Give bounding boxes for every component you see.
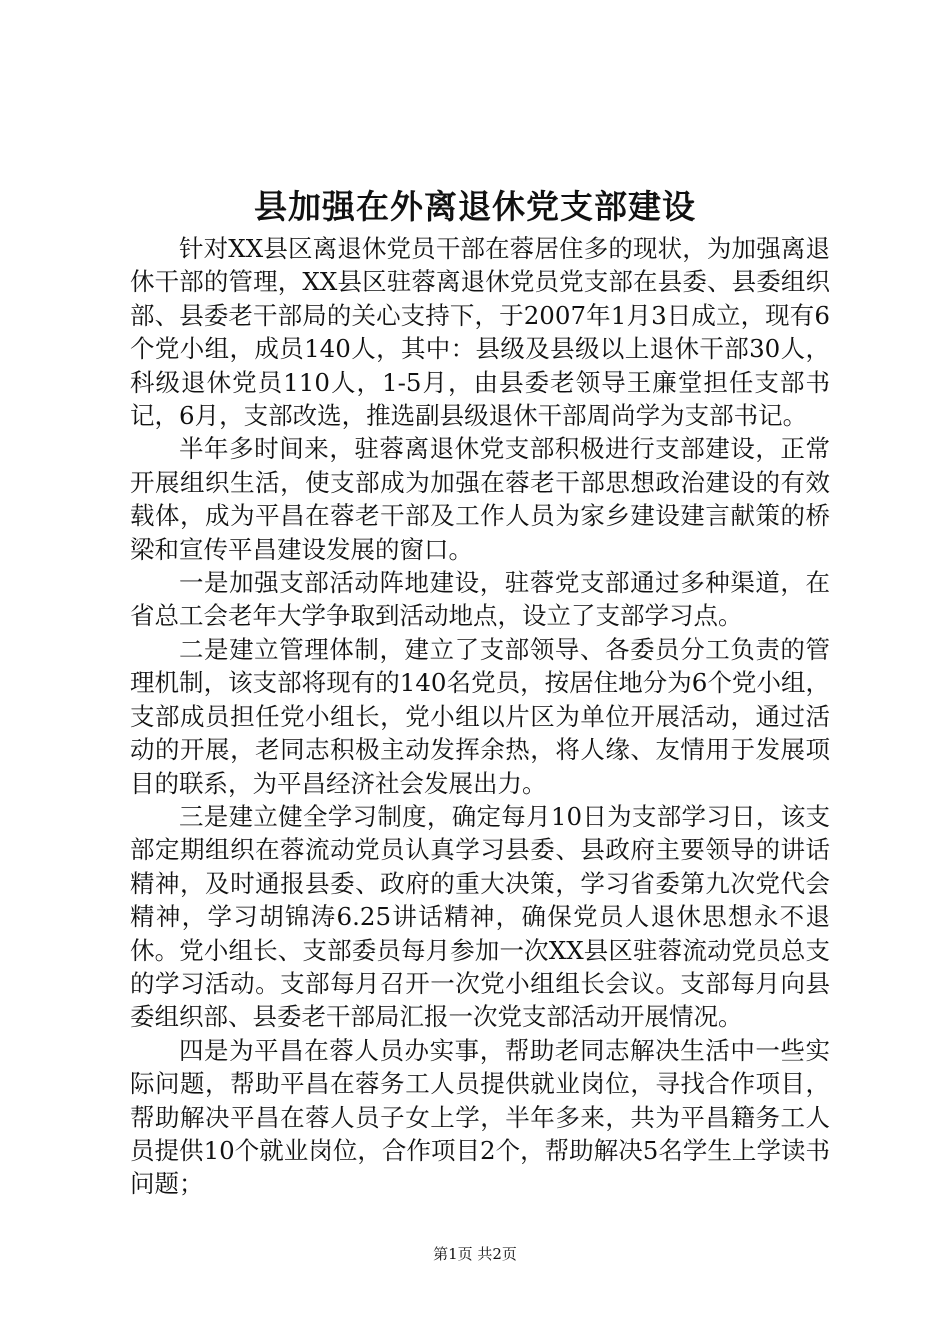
paragraph-5: 三是建立健全学习制度，确定每月10日为支部学习日，该支部定期组织在蓉流动党员认真学习县委、县政府主要领导的讲话精神，及时通报县委、政府的重大决策，学习省委第九次党代会精神，学习胡锦涛6.25讲话精神，确保党员人退休思想永不退休。党小组长、支部委员每月参加一次XX县区驻蓉流动党员总支的学习活动。支部每月召开一次党小组组长会议。支部每月向县委组织部、县委老干部局汇报一次党支部活动开展情况。: [130, 801, 830, 1032]
paragraph-6: 四是为平昌在蓉人员办实事，帮助老同志解决生活中一些实际问题，帮助平昌在蓉务工人员提供就业岗位，寻找合作项目，帮助解决平昌在蓉人员子女上学，半年多来，共为平昌籍务工人员提供10个就业岗位，合作项目2个，帮助解决5名学生上学读书问题；: [130, 1035, 830, 1199]
paragraph-4: 二是建立管理体制，建立了支部领导、各委员分工负责的管理机制，该支部将现有的140名党员，按居住地分为6个党小组，支部成员担任党小组长，党小组以片区为单位开展活动，通过活动的开展，老同志积极主动发挥余热，将人缘、友情用于发展项目的联系，为平昌经济社会发展出力。: [130, 634, 830, 798]
document-body: [130, 232, 830, 1201]
document-title: 县加强在外离退休党支部建设: [254, 187, 696, 226]
paragraph-3: 一是加强支部活动阵地建设，驻蓉党支部通过多种渠道，在省总工会老年大学争取到活动地点，设立了支部学习点。: [130, 568, 830, 631]
paragraph-1: 针对XX县区离退休党员干部在蓉居住多的现状，为加强离退休干部的管理，XX县区驻蓉离退休党员党支部在县委、县委组织部、县委老干部局的关心支持下，于2007年1月3日成立，现有6个党小组，成员140人，其中：县级及县级以上退休干部30人，科级退休党员110人，1-5月，由县委老领导王廉堂担任支部书记，6月，支部改选，推选副县级退休干部周尚学为支部书记。: [130, 234, 830, 431]
paragraph-2: 半年多时间来，驻蓉离退休党支部积极进行支部建设，正常开展组织生活，使支部成为加强在蓉老干部思想政治建设的有效载体，成为平昌在蓉老干部及工作人员为家乡建设建言献策的桥梁和宣传平昌建设发展的窗口。: [130, 434, 830, 564]
page-number-footer: 第1页 共2页: [433, 1245, 517, 1263]
